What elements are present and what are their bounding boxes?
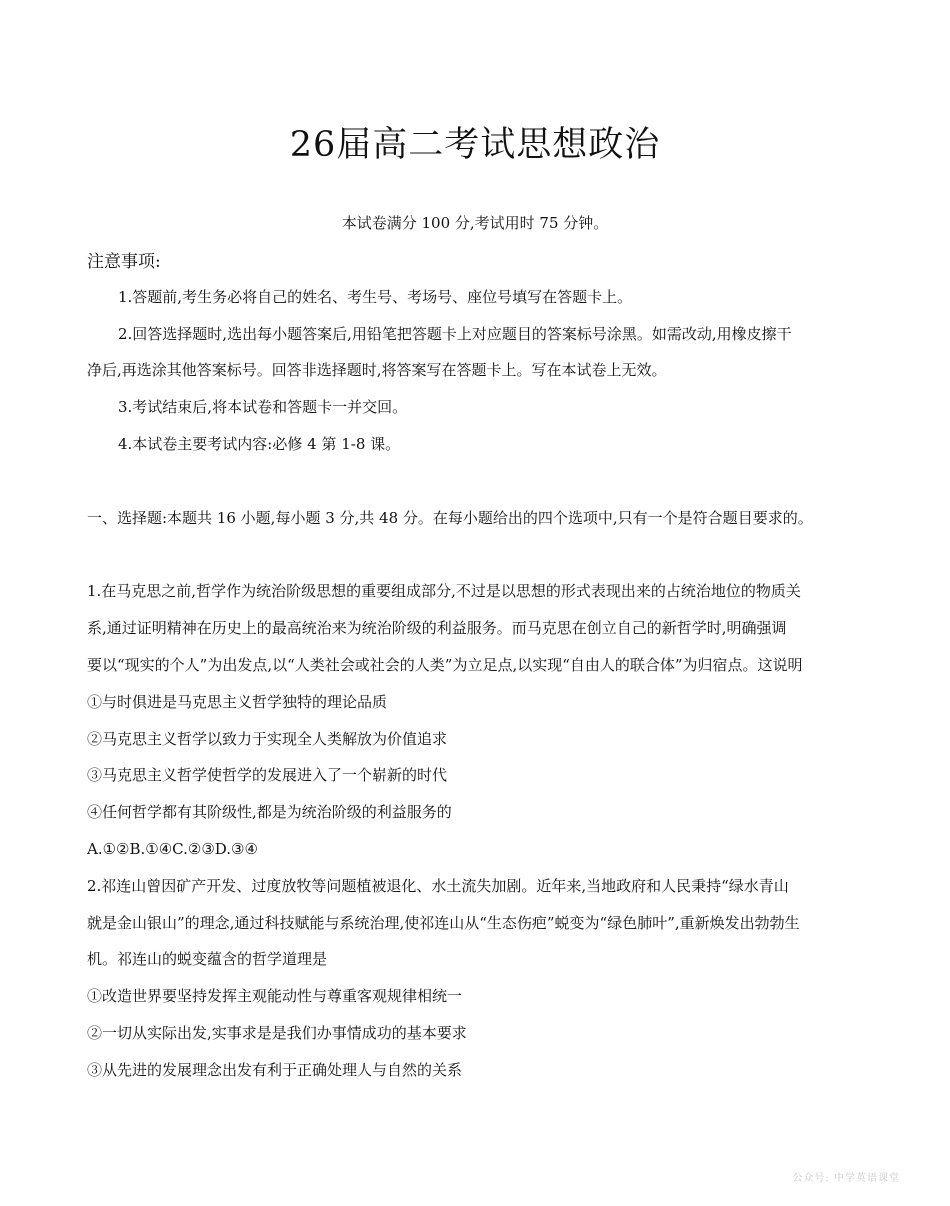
question-stem-line: 就是金山银山”的理念,通过科技赋能与系统治理,使祁连山从“生态伤疤”蜕变为“绿色肺叶”,重新焕发出勃勃生	[87, 914, 800, 932]
note-item-continuation: 净后,再选涂其他答案标号。回答非选择题时,将答案写在答题卡上。写在本试卷上无效。	[87, 361, 667, 379]
exam-subtitle: 本试卷满分 100 分,考试用时 75 分钟。	[341, 214, 609, 232]
question-item: ②马克思主义哲学以致力于实现全人类解放为价值追求	[87, 730, 448, 748]
note-item: 1.答题前,考生务必将自己的姓名、考生号、考场号、座位号填写在答题卡上。	[118, 288, 633, 306]
question-item: ②一切从实际出发,实事求是是我们办事情成功的基本要求	[87, 1024, 467, 1042]
note-item: 2.回答选择题时,选出每小题答案后,用铅笔把答题卡上对应题目的答案标号涂黑。如需改动,用橡皮擦干	[118, 325, 792, 343]
note-item: 4.本试卷主要考试内容:必修 4 第 1-8 课。	[118, 435, 401, 453]
section-heading: 一、选择题:本题共 16 小题,每小题 3 分,共 48 分。在每小题给出的四个选项中,只有一个是符合题目要求的。	[87, 509, 813, 527]
notes-heading: 注意事项:	[87, 252, 161, 272]
question-stem-line: 系,通过证明精神在历史上的最高统治来为统治阶级的利益服务。而马克思在创立自己的新哲学时,明确强调	[87, 619, 787, 637]
question-item: ③马克思主义哲学使哲学的发展进入了一个崭新的时代	[87, 766, 448, 784]
watermark: 公众号: 中学英语课堂	[792, 1173, 900, 1184]
question-options: A.①②B.①④C.②③D.③④	[87, 840, 258, 858]
question-item: ④任何哲学都有其阶级性,都是为统治阶级的利益服务的	[87, 803, 452, 821]
question-stem-line: 机。祁连山的蜕变蕴含的哲学道理是	[87, 950, 328, 968]
question-item: ①改造世界要坚持发挥主观能动性与尊重客观规律相统一	[87, 987, 463, 1005]
question-stem-line: 要以“现实的个人”为出发点,以“人类社会或社会的人类”为立足点,以实现“自由人的联合体”为归宿点。这说明	[87, 656, 803, 674]
question-stem-line: 2.祁连山曾因矿产开发、过度放牧等问题植被退化、水土流失加剧。近年来,当地政府和人民秉持“绿水青山	[87, 877, 789, 895]
exam-title: 26届高二考试思想政治	[289, 125, 661, 165]
question-item: ①与时俱进是马克思主义哲学独特的理论品质	[87, 693, 388, 711]
question-item: ③从先进的发展理念出发有利于正确处理人与自然的关系	[87, 1061, 463, 1079]
note-item: 3.考试结束后,将本试卷和答题卡一并交回。	[118, 398, 408, 416]
question-stem-line: 1.在马克思之前,哲学作为统治阶级思想的重要组成部分,不过是以思想的形式表现出来的占统治地位的物质关	[87, 582, 801, 600]
